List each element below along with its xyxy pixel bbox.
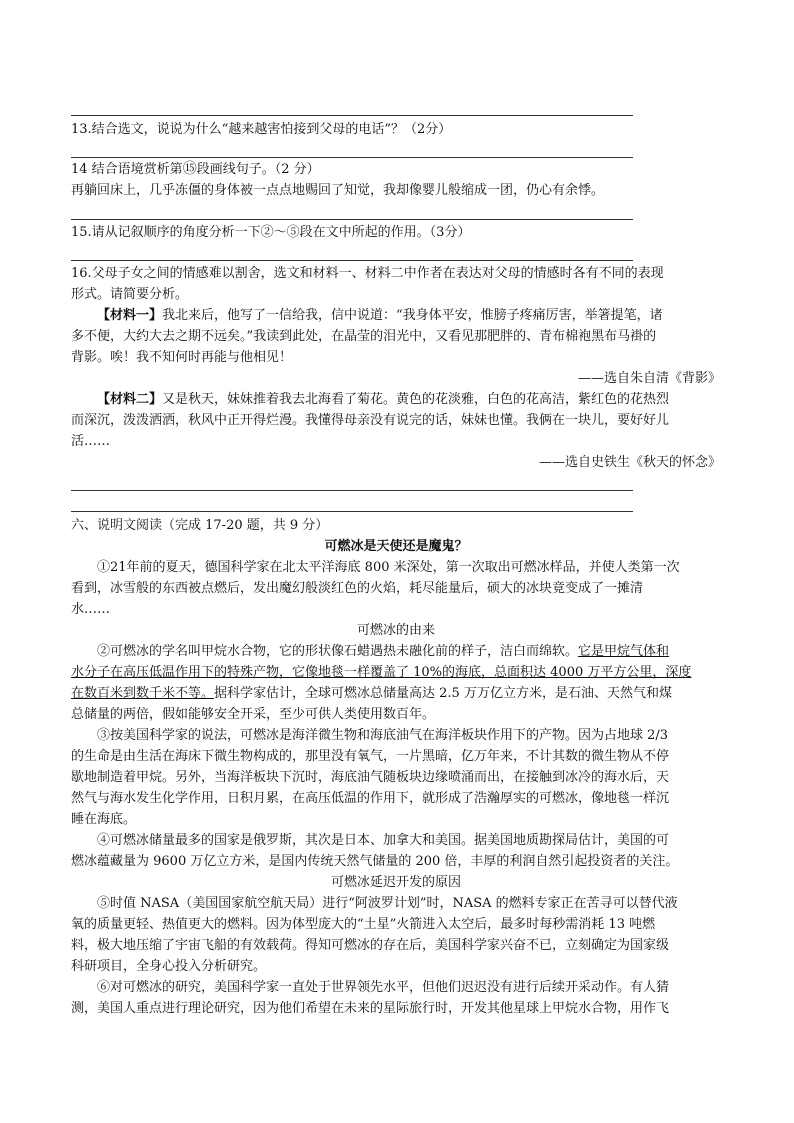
answer-line	[71, 157, 633, 158]
paragraph-2-line: 总储量的两倍，假如能够安全开采，至少可供人类使用数百年。	[71, 707, 436, 722]
paragraph-number: ⑮	[182, 161, 197, 177]
paragraph-1-line: 看到，冰雪般的东西被点燃后，发出魔幻般淡红色的火焰，耗尽能量后，硕大的冰块竟变成了一摊清	[71, 581, 644, 596]
paragraph-2-line: 在数百米到数千米不等。据科学家估计，全球可燃冰总储量高达 2.5 万万亿立方米，是石油、天然气和煤	[71, 686, 672, 701]
question-14-prefix: 14 结合语境赏析第	[71, 162, 183, 177]
question-16-line: 形式。请简要分析。	[71, 287, 189, 302]
paragraph-3: ③按美国科学家的说法，可燃冰是海洋微生物和海底油气在海洋板块作用下的产物。因为占地球 2/3	[97, 728, 669, 743]
material-1-line: 多不便，大约大去之期不远矣。”我读到此处，在晶莹的泪光中，又看见那肥胖的、青布棉袍黑布马褂的	[71, 329, 657, 344]
paragraph-6-line: 测，美国人重点进行理论研究，因为他们希望在未来的星际旅行时，开发其他星球上甲烷水合物，用作飞	[71, 1001, 670, 1016]
underlined-sentence: 在数百米到数千米不等。	[71, 686, 215, 701]
underlined-sentence: 水分子在高压低温作用下的特殊产物，它像地毯一样覆盖了 10%的海底，总面积达 4000 万平方公里，深度	[71, 665, 692, 680]
paragraph-5-line: 料，极大地压缩了宇宙飞船的有效载荷。得知可燃冰的存在后，美国科学家兴奋不已，立刻确定为国家级	[71, 938, 670, 953]
paragraph-3-line: 的生命是由生活在海床下微生物构成的，那里没有氧气，一片黑暗，亿万年来，不计其数的微生物从不停	[71, 749, 670, 764]
material-2-label: 【材料二】	[97, 392, 163, 407]
underlined-sentence: 它是甲烷气体和	[578, 644, 670, 659]
material-1-source: ——选自朱自清《背影》	[577, 371, 721, 386]
paragraph-2: ②可燃冰的学名叫甲烷水合物，它的形状像石蜡遇热未融化前的样子，洁白而绵软。它是甲烷气体和	[97, 644, 670, 659]
question-14-suffix: 段画线句子。（2 分）	[196, 162, 320, 177]
article-title: 可燃冰是天使还是魔鬼？	[324, 539, 468, 554]
answer-line	[71, 260, 633, 261]
material-2-source: ——选自史铁生《秋天的怀念》	[538, 455, 721, 470]
answer-line	[71, 115, 633, 116]
paragraph-3-line: 歇地制造着甲烷。另外，当海洋板块下沉时，海底油气随板块边缘喷涌而出，在接触到冰冷的海水后，天	[71, 770, 670, 785]
material-1: 【材料一】我北来后，他写了一信给我，信中说道：“我身体平安，惟膀子疼痛厉害，举箸提笔，诸	[97, 308, 663, 323]
paragraph-5-line: 氧的质量更轻、热值更大的燃料。因为体型庞大的“土星”火箭进入太空后，最多时每秒需消耗 13 吨燃	[71, 917, 656, 932]
material-1-line: 背影。唉！我不知何时再能与他相见！	[71, 350, 293, 365]
paragraph-4-line: 燃冰蕴藏量为 9600 万亿立方米，是国内传统天然气储量的 200 倍，丰厚的利润自然引起投资者的关注。	[71, 854, 679, 869]
material-2-line: 活……	[71, 434, 111, 449]
question-15: 15.请从记叙顺序的角度分析一下②～⑤段在文中所起的作用。（3分）	[71, 225, 471, 240]
answer-line	[71, 219, 633, 220]
paragraph-3-line: 睡在海底。	[71, 812, 137, 827]
question-13: 13.结合选文，说说为什么“越来越害怕接到父母的电话”？（2分）	[71, 122, 452, 137]
paragraph-5-line: 科研项目，全身心投入分析研究。	[71, 959, 267, 974]
paragraph-5: ⑤时值 NASA（美国国家航空航天局）进行“阿波罗计划”时，NASA 的燃料专家正在苦寻可以替代液	[97, 896, 678, 911]
answer-line	[71, 490, 633, 491]
subheading-delay: 可燃冰延迟开发的原因	[330, 875, 461, 890]
question-16-line: 16.父母子女之间的情感难以割舍，选文和材料一、材料二中作者在表达对父母的情感时各有不同的表现	[71, 266, 664, 281]
material-2-line: 而深沉，泼泼洒洒，秋风中正开得烂漫。我懂得母亲没有说完的话，妹妹也懂。我俩在一块儿，要好好儿	[71, 413, 670, 428]
material-1-label: 【材料一】	[97, 308, 163, 323]
question-14	[71, 159, 721, 180]
paragraph-4: ④可燃冰储量最多的国家是俄罗斯，其次是日本、加拿大和美国。据美国地质勘探局估计，美国的可	[97, 833, 670, 848]
answer-line	[71, 511, 633, 512]
paragraph-3-line: 然气与海水发生化学作用，日积月累，在高压低温的作用下，就形成了浩瀚厚实的可燃冰，像地毯一样沉	[71, 791, 670, 806]
subheading-origin: 可燃冰的由来	[356, 623, 435, 638]
paragraph-1: ①21年前的夏天，德国科学家在北太平洋海底 800 米深处，第一次取出可燃冰样品，并使人类第一次	[97, 560, 680, 575]
material-2: 【材料二】又是秋天，妹妹推着我去北海看了菊花。黄色的花淡雅，白色的花高洁，紫红色的花热烈	[97, 392, 670, 407]
section-heading: 六、说明文阅读（完成 17-20 题，共 9 分）	[71, 518, 329, 533]
paragraph-1-line: 水……	[71, 602, 111, 617]
quoted-sentence: 再躺回床上，几乎冻僵的身体被一点点地赐回了知觉，我却像婴儿般缩成一团，仍心有余悸。	[71, 183, 605, 198]
paragraph-6: ⑥对可燃冰的研究，美国科学家一直处于世界领先水平，但他们迟迟没有进行后续开采动作。有人猜	[97, 980, 670, 995]
